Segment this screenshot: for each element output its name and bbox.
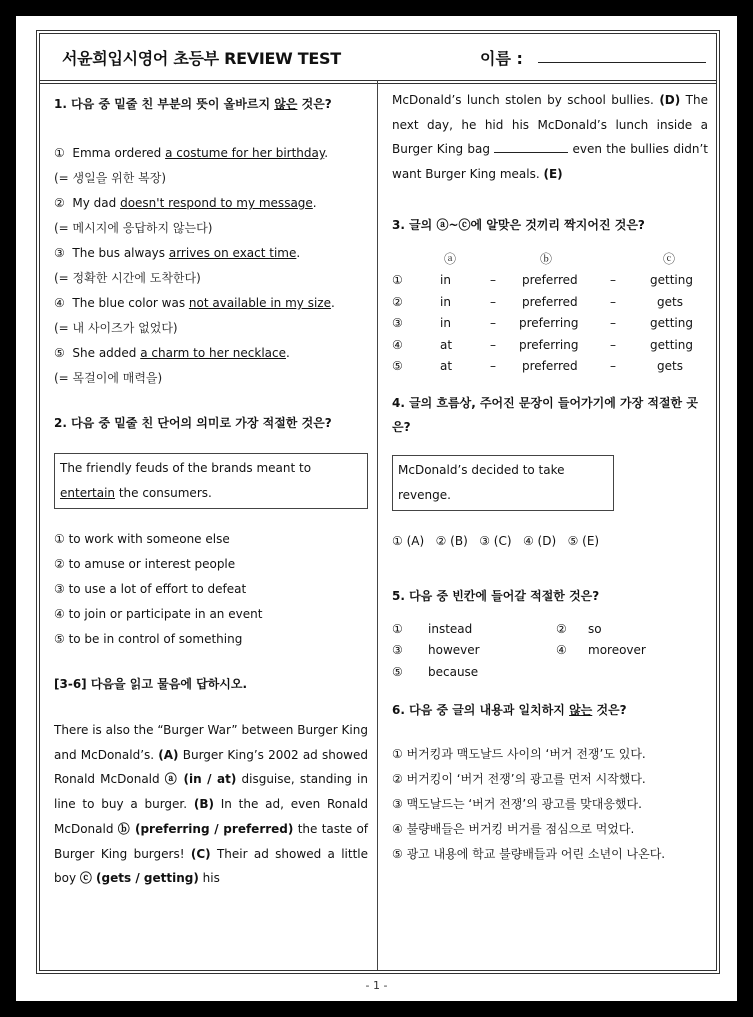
reading-passage-part-2: McDonald’s lunch stolen by school bullies. (D) The next day, he hid his McDonald’s lunch inside a Burger King bag even the bullies didn’t want Burger King meals. (E) (392, 93, 708, 182)
question-5-stem: 5. 다음 중 빈칸에 들어갈 적절한 것은? (392, 588, 600, 603)
q3-row-1[interactable]: ① in – preferred – getting (392, 273, 693, 288)
question-2-stem: 2. 다음 중 밑줄 친 단어의 의미로 가장 적절한 것은? (54, 416, 332, 430)
q6-option-4[interactable]: ④ 불량배들은 버거킹 버거를 점심으로 먹었다. (392, 821, 635, 836)
q5-option-4[interactable]: ④ moreover (556, 642, 646, 657)
q3-row-4[interactable]: ④ at – preferring – getting (392, 337, 693, 352)
question-5-options (392, 618, 708, 684)
q1-option-1[interactable]: ① Emma ordered a costume for her birthday. (54, 146, 329, 160)
page-title: 서윤희입시영어 초등부 REVIEW TEST (62, 49, 341, 68)
question-2-sentence-box: The friendly feuds of the brands meant to entertain the consumers. (54, 453, 368, 509)
q3-row-3[interactable]: ③ in – preferring – getting (392, 316, 693, 331)
q5-option-2[interactable]: ② so (556, 621, 602, 636)
q1-option-2-translation: (= 메시지에 응답하지 않는다) (54, 221, 213, 235)
q5-option-1[interactable]: ① instead (392, 621, 473, 636)
q3-header-c: ⓒ (663, 251, 676, 266)
q1-option-4[interactable]: ④ The blue color was not available in my size. (54, 296, 335, 310)
left-column (54, 80, 368, 891)
q3-header-b: ⓑ (540, 251, 553, 266)
q1-option-2[interactable]: ② My dad doesn't respond to my message. (54, 196, 317, 210)
column-divider (377, 80, 378, 970)
question-4-stem: 4. 글의 흐름상, 주어진 문장이 들어가기에 가장 적절한 곳은? (392, 395, 698, 434)
test-page (16, 16, 737, 1001)
question-3-stem: 3. 글의 ⓐ~ⓒ에 알맞은 것끼리 짝지어진 것은? (392, 217, 645, 232)
q5-option-3[interactable]: ③ however (392, 642, 480, 657)
q6-option-5[interactable]: ⑤ 광고 내용에 학교 불량배들과 어린 소년이 나온다. (392, 846, 666, 861)
header (40, 34, 716, 84)
q6-option-1[interactable]: ① 버거킹과 맥도날드 사이의 ‘버거 전쟁’도 있다. (392, 746, 646, 761)
q2-option-1[interactable]: ① to work with someone else (54, 532, 230, 546)
q3-row-5[interactable]: ⑤ at – preferred – gets (392, 359, 683, 374)
question-2-options (54, 527, 368, 652)
q1-option-3-translation: (= 정확한 시간에 도착한다) (54, 271, 201, 285)
q2-option-2[interactable]: ② to amuse or interest people (54, 557, 236, 571)
name-blank-line[interactable] (538, 62, 706, 63)
question-1-stem: 1. 다음 중 밑줄 친 부분의 뜻이 올바르지 않은 것은? (54, 97, 332, 111)
q2-option-5[interactable]: ⑤ to be in control of something (54, 632, 243, 646)
name-label: 이름 : (480, 49, 523, 68)
q6-option-2[interactable]: ② 버거킹이 ‘버거 전쟁’의 광고를 먼저 시작했다. (392, 771, 646, 786)
right-column (392, 80, 708, 866)
page-frame (36, 30, 720, 974)
q1-option-1-translation: (= 생일을 위한 복장) (54, 171, 167, 185)
q3-header-row (392, 249, 708, 271)
question-4-options[interactable]: ① (A) ② (B) ③ (C) ④ (D) ⑤ (E) (392, 533, 600, 548)
q5-option-5[interactable]: ⑤ because (392, 664, 479, 679)
page-number: - 1 - (365, 979, 388, 992)
q1-option-5[interactable]: ⑤ She added a charm to her necklace. (54, 346, 290, 360)
q3-row-2[interactable]: ② in – preferred – gets (392, 294, 683, 309)
reading-passage-part-1: There is also the “Burger War” between Burger King and McDonald’s. (A) Burger King’s 2002 ad showed Ronald McDonald ⓐ (in / at) disguise, standing in line to buy a burger. (B) In the ad, even Ronald McDonald ⓑ (preferring / preferred) the taste of Burger King burgers! (C) Their ad showed a little boy ⓒ (gets / getting) his (54, 723, 369, 886)
q2-option-3[interactable]: ③ to use a lot of effort to defeat (54, 582, 247, 596)
question-4-sentence-box: McDonald’s decided to take revenge. (392, 455, 614, 511)
passage-instruction: [3-6] 다음을 읽고 물음에 답하시오. (54, 677, 248, 691)
passage-blank (494, 142, 568, 153)
question-1-options (54, 141, 368, 391)
q1-option-5-translation: (= 목걸이에 매력을) (54, 371, 163, 385)
q1-option-3[interactable]: ③ The bus always arrives on exact time. (54, 246, 301, 260)
q1-option-4-translation: (= 내 사이즈가 없었다) (54, 321, 178, 335)
q6-option-3[interactable]: ③ 맥도날드는 ‘버거 전쟁’의 광고를 맞대응했다. (392, 796, 642, 811)
q2-option-4[interactable]: ④ to join or participate in an event (54, 607, 263, 621)
q3-header-a: ⓐ (444, 251, 457, 266)
question-6-stem: 6. 다음 중 글의 내용과 일치하지 않는 것은? (392, 702, 627, 717)
question-6-options (392, 742, 708, 866)
question-3-table (392, 249, 708, 379)
